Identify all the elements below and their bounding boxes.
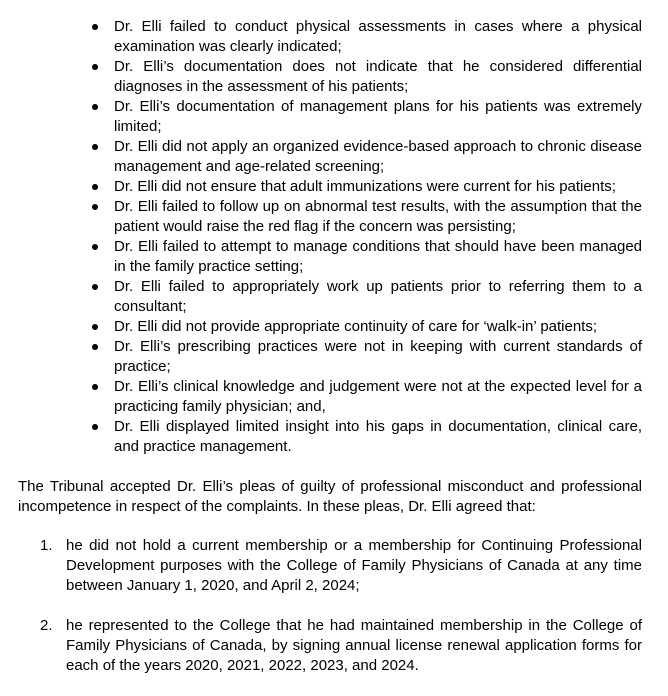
- bullet-item: [88, 237, 642, 277]
- agreement-numbered-list: [40, 536, 642, 696]
- bullet-text: Dr. Elli displayed limited insight into his gaps in documentation, clinical care, and practice management.: [114, 418, 642, 455]
- item-number: 2.: [40, 617, 53, 634]
- bullet-text: Dr. Elli did not provide appropriate continuity of care for ‘walk-in’ patients;: [114, 318, 598, 335]
- bullet-text: Dr. Elli failed to appropriately work up patients prior to referring them to a consultant;: [114, 278, 642, 315]
- bullet-text: Dr. Elli’s clinical knowledge and judgement were not at the expected level for a practicing family physician; and,: [114, 378, 642, 415]
- numbered-item: [40, 616, 642, 676]
- bullet-dot-icon: [92, 184, 98, 190]
- bullet-item: [88, 57, 642, 97]
- numbered-item: [40, 536, 642, 596]
- bullet-dot-icon: [92, 344, 98, 350]
- bullet-item: [88, 417, 642, 457]
- findings-bullet-list: [88, 17, 642, 457]
- bullet-text: Dr. Elli failed to conduct physical assessments in cases where a physical examination was clearly indicated;: [114, 18, 642, 55]
- item-number: 1.: [40, 537, 53, 554]
- bullet-text: Dr. Elli did not ensure that adult immunizations were current for his patients;: [114, 178, 616, 195]
- bullet-text: Dr. Elli’s documentation of management plans for his patients was extremely limited;: [114, 98, 642, 135]
- bullet-dot-icon: [92, 424, 98, 430]
- bullet-item: [88, 197, 642, 237]
- bullet-dot-icon: [92, 24, 98, 30]
- bullet-text: Dr. Elli did not apply an organized evidence-based approach to chronic disease management and age-related screening;: [114, 138, 642, 175]
- bullet-item: [88, 177, 642, 197]
- bullet-item: [88, 137, 642, 177]
- bullet-dot-icon: [92, 284, 98, 290]
- bullet-item: [88, 277, 642, 317]
- bullet-dot-icon: [92, 244, 98, 250]
- tribunal-paragraph: The Tribunal accepted Dr. Elli’s pleas of guilty of professional misconduct and professional incompetence in respect of the complaints. In these pleas, Dr. Elli agreed that:: [18, 478, 642, 515]
- bullet-dot-icon: [92, 64, 98, 70]
- bullet-dot-icon: [92, 204, 98, 210]
- bullet-item: [88, 377, 642, 417]
- bullet-text: Dr. Elli failed to attempt to manage conditions that should have been managed in the family practice setting;: [114, 238, 642, 275]
- bullet-item: [88, 17, 642, 57]
- item-text: he represented to the College that he had maintained membership in the College of Family Physicians of Canada, by signing annual license renewal application forms for each of the years 2020, 2021, 2022, 2023, and 2024.: [66, 617, 642, 674]
- bullet-text: Dr. Elli’s documentation does not indicate that he considered differential diagnoses in the assessment of his patients;: [114, 58, 642, 95]
- bullet-text: Dr. Elli failed to follow up on abnormal test results, with the assumption that the patient would raise the red flag if the concern was persisting;: [114, 198, 642, 235]
- bullet-dot-icon: [92, 144, 98, 150]
- bullet-item: [88, 97, 642, 137]
- bullet-text: Dr. Elli’s prescribing practices were not in keeping with current standards of practice;: [114, 338, 642, 375]
- bullet-dot-icon: [92, 384, 98, 390]
- item-text: he did not hold a current membership or a membership for Continuing Professional Development purposes with the College of Family Physicians of Canada at any time between January 1, 2020, and April 2, 2024;: [66, 537, 642, 594]
- bullet-item: [88, 337, 642, 377]
- bullet-dot-icon: [92, 104, 98, 110]
- bullet-item: [88, 317, 642, 337]
- bullet-dot-icon: [92, 324, 98, 330]
